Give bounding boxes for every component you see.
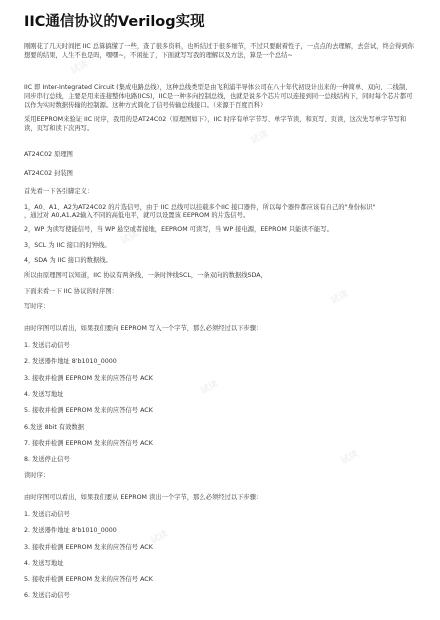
write-step: 6.发送 8bit 有效数据 [24,424,85,431]
write-steps-intro: 由时序图可以看出，如果我们要向 EEPROM 写入一个字节，那么必须经过以下步骤： [24,325,263,332]
write-step: 5. 接收并检测 EEPROM 发来的应答信号 ACK [24,407,153,414]
watermark: 试读 [119,229,141,247]
watermark: 试读 [149,529,171,547]
read-timing-heading: 读时序： [24,472,50,479]
watermark: 试读 [329,289,351,307]
read-step: 4. 发送写地址 [24,560,64,567]
page-title: IIC通信协议的Verilog实现 [24,14,205,30]
write-step: 8. 发送停止信号 [24,456,70,463]
pin-a-text-cont: ，通过对 A0,A1,A2输入不同的高低电平，就可以设置该 EEPROM 的片选信号。 [24,212,250,219]
read-step: 3. 接收并检测 EEPROM 发来的应答信号 ACK [24,544,153,551]
intro-paragraph: 刚刚花了几天时间把 IIC 总算搞懂了一些，查了很多资料，也听结过于很多细节，不过只要耐着性子，一点点的去理解，去尝试，终会得到你想要的结果，人生不也是吗，嘿嘿~，不闲扯了，下面就写写我的理解以及方法，算是一个总结~ [24,43,414,60]
pin-wp-text: 2，WP 为读写使能信号，当 WP 悬空或者接地，EEPROM 可读写，当 WP 接电源，EEPROM 只能读不能写。 [24,226,333,233]
summary-text: 所以由原理图可以知道，IIC 协议有两条线，一条时钟线SCL，一条双向的数据线SDA， [24,272,267,279]
write-step: 1. 发送启动信号 [24,342,70,349]
watermark: 试读 [249,129,271,147]
iic-definition-paragraph: IIC 即 Inter-Integrated Circuit (集成电路总线），这种总线类型是由飞利浦半导体公司在八十年代初设计出来的一种简单、双向、二线制、同步串行总线，主要是用来连接整体电路(ICS)，IIC是一种多向控制总线，也就是说多个芯片可以连接到同一总线结构下，同时每个芯片都可以作为实时数据传输的控制源。这种方式简化了信号传输总线接口。（来源于百度百科） [24,84,413,110]
read-steps-intro: 由时序图可以看出，如果我们要从 EEPROM 读出一个字节，那么必须经过以下步骤： [24,494,263,501]
write-step: 2. 发送器件地址 8'b1010_0000 [24,358,117,365]
read-step: 2. 发送器件地址 8'b1010_0000 [24,527,117,534]
pin-a-text: 1，A0、A1、A2为AT24C02 的片选信号，由于 IIC 总线可以挂载多个IIC 接口器件，所以每个器件都应该有自己的"身份标识" [24,204,376,211]
write-step: 3. 接收并检测 EEPROM 发来的应答信号 ACK [24,375,153,382]
watermark: 试读 [69,59,91,77]
pin-sda-text: 4，SDA 为 IIC 接口的数据线。 [24,257,112,264]
pin-scl-text: 3，SCL 为 IIC 接口的时钟线。 [24,242,111,249]
pin-definition-heading: 首先看一下各引脚定义： [24,188,94,195]
write-step: 7. 接收并检测 EEPROM 发来的应答信号 ACK [24,440,153,447]
write-step: 4. 发送写地址 [24,391,64,398]
watermark: 试读 [339,449,361,467]
read-step: 5. 接收并检测 EEPROM 发来的应答信号 ACK [24,576,153,583]
watermark: 试读 [199,379,221,397]
schematic-caption: AT24C02 原理图 [24,151,73,158]
timing-intro-text: 下面来看一下 IIC 协议的时序图： [24,288,118,295]
eeprom-intro-paragraph: 采用EEPROM来验证 IIC 时序，我用的是AT24C02（原理图如下），IIC 时序有单字节写、单字节读，和页写、页读，这次先写单字节写和读，页写和读下次再写。 [24,116,407,133]
package-caption: AT24C02 封装图 [24,170,73,177]
write-timing-heading: 写时序： [24,303,50,310]
read-step: 1. 发送启动信号 [24,511,70,518]
read-step: 6. 发送启动信号 [24,592,70,599]
